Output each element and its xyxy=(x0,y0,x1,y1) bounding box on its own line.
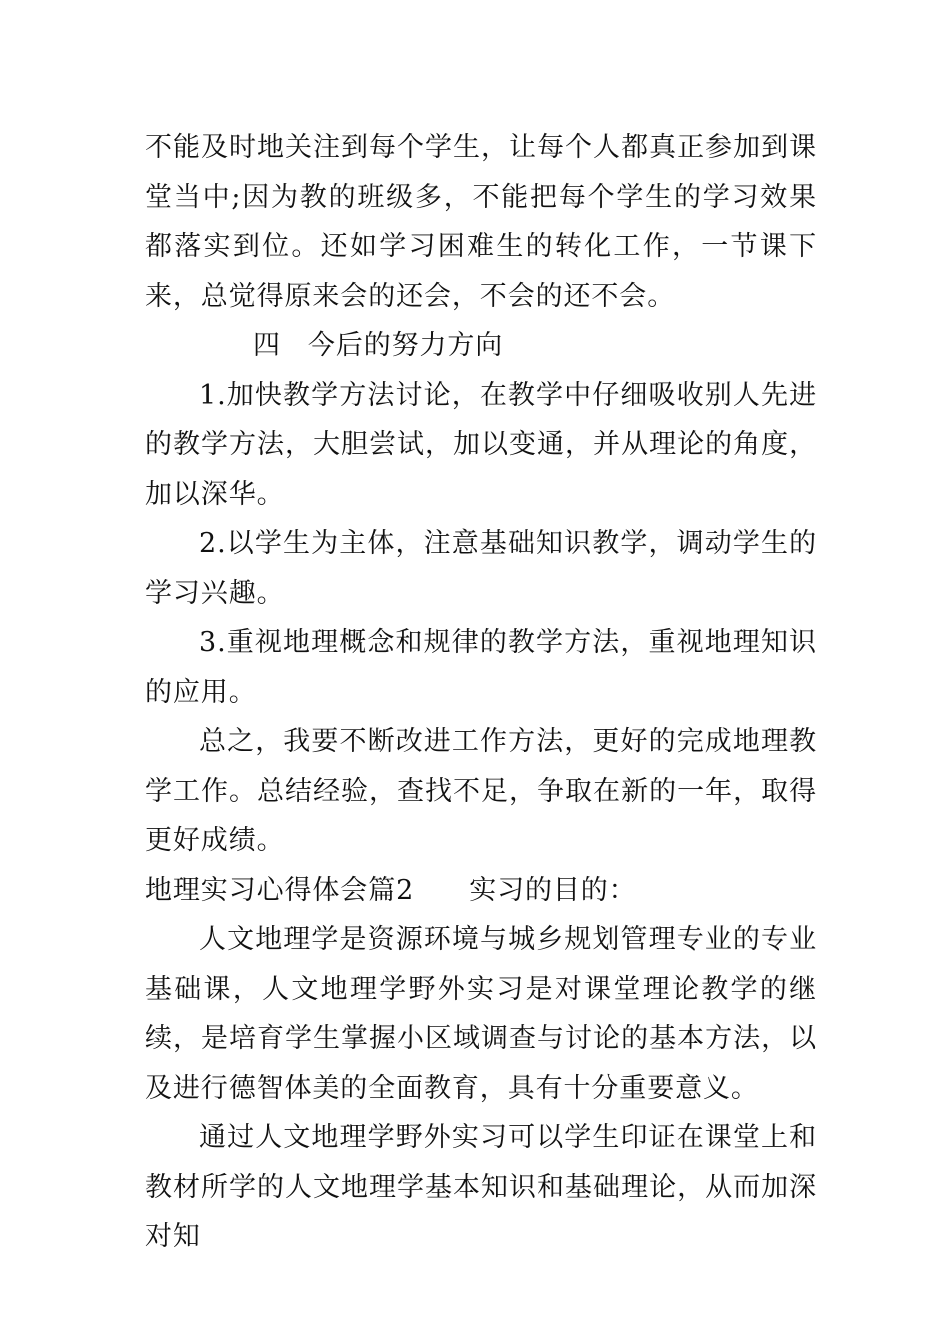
section-heading xyxy=(145,321,817,371)
article-heading xyxy=(145,866,817,916)
article-title: 地理实习心得体会篇2 xyxy=(145,874,415,906)
continuation-paragraph: 不能及时地关注到每个学生，让每个人都真正参加到课堂当中;因为教的班级多，不能把每个学生的学习效果都落实到位。还如学习困难生的转化工作，一节课下来，总觉得原来会的还会，不会的还不会。 xyxy=(145,132,817,312)
body-paragraph: 通过人文地理学野外实习可以学生印证在课堂上和教材所学的人文地理学基本知识和基础理论，从而加深对知 xyxy=(145,1122,817,1252)
list-item: 3.重视地理概念和规律的教学方法，重视地理知识的应用。 xyxy=(145,627,817,708)
list-item: 1.加快教学方法讨论，在教学中仔细吸收别人先进的教学方法，大胆尝试，加以变通，并从理论的角度，加以深华。 xyxy=(145,379,817,510)
list-item: 2.以学生为主体，注意基础知识教学，调动学生的学习兴趣。 xyxy=(145,528,817,609)
conclusion-paragraph: 总之，我要不断改进工作方法，更好的完成地理教学工作。总结经验，查找不足，争取在新的一年，取得更好成绩。 xyxy=(145,726,817,856)
document-body xyxy=(145,123,817,1262)
section-number: 四 xyxy=(253,330,281,361)
body-paragraph: 人文地理学是资源环境与城乡规划管理专业的专业基础课，人文地理学野外实习是对课堂理论教学的继续，是培育学生掌握小区域调查与讨论的基本方法，以及进行德智体美的全面教育，具有十分重要意义。 xyxy=(145,924,817,1104)
article-subtitle: 实习的目的： xyxy=(469,874,637,906)
section-title: 今后的努力方向 xyxy=(307,330,504,361)
